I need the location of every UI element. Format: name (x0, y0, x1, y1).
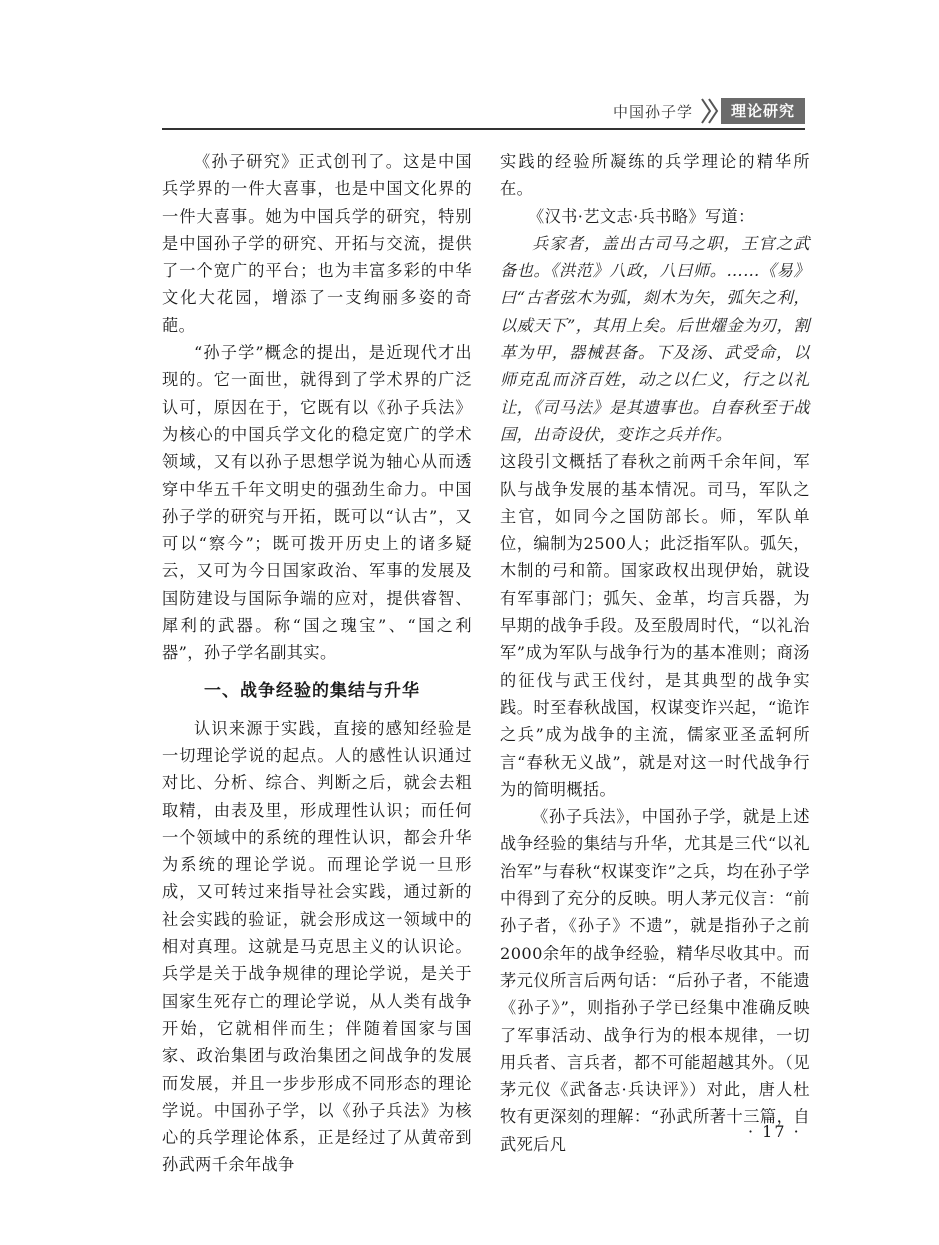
page-number: · 17 · (748, 1122, 801, 1141)
double-chevron-icon (699, 96, 721, 126)
block-quote: 兵家者，盖出古司马之职，王官之武备也。《洪范》八政，八曰师。……《易》曰“古者弦木为弧，剡木为矢，弧矢之利，以威天下”，其用上矣。后世燿金为刃，割革为甲，器械甚备。下及汤、武受命，以师克乱而济百姓，动之以仁义，行之以礼让，《司马法》是其遗事也。自春秋至于战国，出奇设伏，变诈之兵并作。 (500, 233, 810, 444)
paragraph: 《孙子兵法》，中国孙子学，就是上述战争经验的集结与升华，尤其是三代“以礼治军”与春秋“权谋变诈”之兵，均在孙子学中得到了充分的反映。明人茅元仪言：“前孙子者，《孙子》不遗”，就是指孙子之前2000余年的战争经验，精华尽收其中。而茅元仪所言后两句话：“后孙子者，不能遗《孙子》”，则指孙子学已经集中准确反映了军事活动、战争行为的根本规律，一切用兵者、言兵者，都不可能超越其外。（见茅元仪《武备志·兵诀评》）对此，唐人杜牧有更深刻的理解：“孙武所著十三篇，自武死后凡 (500, 807, 810, 1154)
section-label: 理论研究 (721, 98, 805, 124)
quote-intro: 《汉书·艺文志·兵书略》写道： (528, 206, 755, 226)
right-column (500, 148, 810, 1158)
journal-name: 中国孙子学 (612, 102, 693, 121)
header-rule (162, 128, 805, 130)
running-header (613, 96, 805, 126)
paragraph: 这段引文概括了春秋之前两千余年间，军队与战争发展的基本情况。司马，军队之主官，如同今之国防部长。师，军队单位，编制为2500人；此泛指军队。弧矢，木制的弓和箭。国家政权出现伊始，就设有军事部门；弧矢、金革，均言兵器，为早期的战争手段。及至殷周时代，“以礼治军”成为军队与战争行为的基本准则；商汤的征伐与武王伐纣，是其典型的战争实践。时至春秋战国，权谋变诈兴起，“诡诈之兵”成为战争的主流，儒家亚圣孟轲所言“春秋无义战”，就是对这一时代战争行为的简明概括。 (500, 452, 810, 799)
paragraph: 认识来源于实践，直接的感知经验是一切理论学说的起点。人的感性认识通过对比、分析、综合、判断之后，就会去粗取精，由表及里，形成理性认识；而任何一个领域中的系统的理性认识，都会升华为系统的理论学说。而理论学说一旦形成，又可转过来指导社会实践，通过新的社会实践的验证，就会形成这一领域中的相对真理。这就是马克思主义的认识论。兵学是关于战争规律的理论学说，是关于国家生死存亡的理论学说，从人类有战争开始，它就相伴而生；伴随着国家与国家、政治集团与政治集团之间战争的发展而发展，并且一步步形成不同形态的理论学说。中国孙子学，以《孙子兵法》为核心的兵学理论体系，正是经过了从黄帝到孙武两千余年战争 (162, 718, 472, 1175)
left-column (162, 148, 472, 1179)
paragraph: 实践的经验所凝练的兵学理论的精华所在。 (500, 152, 810, 199)
paragraph: 《孙子研究》正式创刊了。这是中国兵学界的一件大喜事，也是中国文化界的一件大喜事。她为中国兵学的研究，特别是中国孙子学的研究、开拓与交流，提供了一个宽广的平台；也为丰富多彩的中华文化大花园，增添了一支绚丽多姿的奇葩。 (162, 152, 472, 335)
section-heading: 一、战争经验的集结与升华 (204, 680, 420, 701)
paragraph: “孙子学”概念的提出，是近现代才出现的。它一面世，就得到了学术界的广泛认可，原因在于，它既有以《孙子兵法》为核心的中国兵学文化的稳定宽广的学术领域，又有以孙子思想学说为轴心从而透穿中华五千年文明史的强劲生命力。中国孙子学的研究与开拓，既可以“认古”，又可以“察今”；既可拨开历史上的诸多疑云，又可为今日国家政治、军事的发展及国防建设与国际争端的应对，提供睿智、犀利的武器。称“国之瑰宝”、“国之利器”，孙子学名副其实。 (162, 343, 472, 663)
